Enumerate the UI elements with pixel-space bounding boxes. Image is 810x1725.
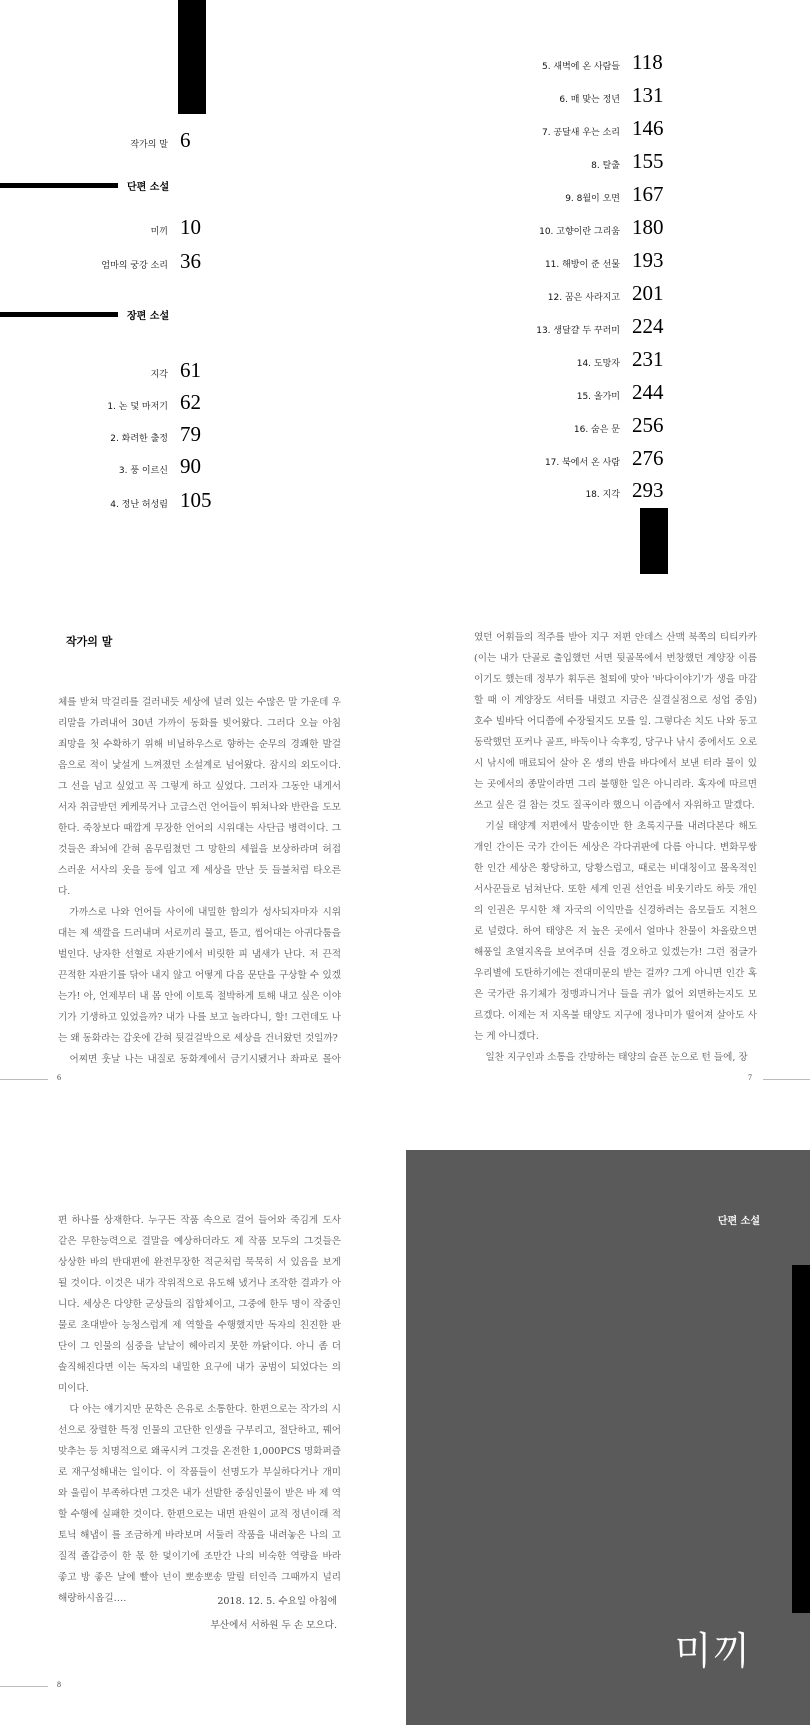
toc-entry-page: 90 [180, 454, 201, 478]
toc-entry-label: 7. 공달새 우는 소리 [541, 128, 620, 138]
panel-section-label: 단편 소설 [717, 1216, 760, 1227]
section-spread [0, 1110, 810, 1725]
toc-entry-label: 미끼 [150, 227, 168, 237]
toc-entry[interactable] [107, 390, 205, 415]
toc-entry[interactable] [577, 380, 670, 405]
signature-date: 2018. 12. 5. 수요일 아침에 [217, 1596, 337, 1607]
preface-left-text [58, 692, 341, 1064]
toc-entry-label: 11. 해방이 준 선물 [544, 260, 620, 270]
toc-entry-label: 1. 논 덫 마저기 [107, 402, 168, 412]
toc-entry-page: 6 [180, 128, 191, 152]
toc-entry[interactable] [110, 488, 212, 513]
toc-entry-label: 14. 도망자 [576, 359, 620, 369]
toc-entry-page: 224 [632, 314, 664, 338]
toc-entry-page: 201 [632, 281, 664, 305]
section-rule [0, 183, 118, 188]
toc-entry[interactable] [565, 182, 670, 207]
paragraph: 어찌면 훗날 나는 내질로 동화계에서 금기시됐거나 좌파로 몰아 [69, 1054, 341, 1064]
toc-entry-page: 256 [632, 413, 664, 437]
toc-entry[interactable] [574, 413, 670, 438]
toc-entry[interactable] [101, 249, 205, 274]
toc-entry-page: 36 [180, 249, 201, 273]
signature-block [140, 1590, 337, 1638]
toc-entry-page: 61 [180, 358, 201, 382]
toc-entry[interactable] [559, 83, 670, 108]
toc-entry-label: 9. 8월이 오면 [565, 194, 620, 204]
decorative-black-bar [640, 508, 668, 574]
toc-entry-page: 62 [180, 390, 201, 414]
story-title: 미끼 [674, 1629, 752, 1673]
toc-left-column [0, 0, 212, 570]
page-number-right: 7 [748, 1073, 752, 1082]
toc-entry[interactable] [151, 358, 205, 383]
toc-entry-label: 4. 정난 허성림 [110, 500, 168, 510]
toc-entry-label: 작가의 말 [130, 140, 168, 150]
toc-entry-page: 231 [632, 347, 664, 371]
preface-title: 작가의 말 [66, 635, 113, 648]
toc-entry[interactable] [545, 248, 670, 273]
toc-entry[interactable] [110, 422, 205, 447]
toc-entry-page: 180 [632, 215, 664, 239]
toc-entry-page: 193 [632, 248, 664, 272]
paragraph: 였던 어휘들의 적주를 받아 지구 저편 안데스 산맥 북쪽의 티티카카(이는 내가 단골로 출입했던 서면 뒷골목에서 번창했던 계양장 이름이기도 했는데 정부가 휘두른 철퇴에 맞아 '바다이야기'가 생을 마감할 때 이 계양장도 셔터를 내렸고 지금은 실결실점으로 성업 중임) 호수 빌바닥 어디쯤에 수장될지도 모를 일. 그렇다손 치도 나와 동고동락했던 포커나 골프, 바둑이나 숙후킹, 당구나 낚시 중에서도 오로시 낚시에 매료되어 살아 온 생의 반을 바다에서 보낸 터라 물이 있는 곳에서의 종말이라면 그리 불행한 일은 아니리라. 혹자에 따르면 쓰고 싶은 걸 참는 것도 질곡이라 했으니 이즘에서 자위하고 말겠다. [474, 632, 757, 811]
toc-entry-label: 8. 탈출 [591, 161, 620, 171]
toc-entry[interactable] [119, 454, 205, 479]
toc-entry-page: 276 [632, 446, 664, 470]
folio-rule [0, 1686, 48, 1687]
toc-entry-label: 3. 풍 이르신 [118, 466, 168, 476]
toc-entry[interactable] [151, 215, 205, 240]
toc-entry-label: 15. 올가미 [576, 392, 620, 402]
decorative-black-bar [792, 1265, 810, 1613]
folio-rule [0, 1079, 48, 1080]
toc-entry-label: 12. 꿈은 사라지고 [547, 293, 620, 303]
toc-entry-page: 118 [632, 50, 663, 74]
toc-entry-label: 17. 북에서 온 사람 [544, 458, 620, 468]
toc-entry[interactable] [585, 478, 670, 503]
toc-entry[interactable] [130, 128, 205, 153]
toc-entry[interactable] [548, 281, 670, 306]
folio-rule [763, 1079, 810, 1080]
toc-entry-page: 131 [632, 83, 664, 107]
page-number: 8 [57, 1680, 61, 1689]
preface-spread [0, 570, 810, 1110]
paragraph: 편 하나를 상재한다. 누구든 작품 속으로 걸어 들어와 죽김게 도사 같은 무한능력으로 결말을 예상하더라도 제 작품 모두의 그것들은 상상한 바의 반대편에 완전무장한 적군처럼 묵묵히 서 있음을 보게 될 것이다. 이것은 내가 작위적으로 유도해 냈거나 조작한 결과가 아니다. 세상은 다양한 군상들의 집합체이고, 그중에 한두 명이 작중인물로 초대받아 능청스럽게 제 역할을 수행했지만 독자의 친진한 판단이 그 인물의 심중을 낱낱이 헤아리지 못한 까닭이다. 아니 좀 더 솔직해진다면 이는 독자의 내밀한 요구에 내가 공범이 되었다는 의미이다. [58, 1215, 341, 1394]
toc-entry-label: 13. 생달걀 두 꾸러미 [536, 326, 620, 336]
section-rule [0, 312, 118, 317]
toc-entry[interactable] [542, 50, 670, 75]
toc-entry[interactable] [536, 314, 670, 339]
toc-entry-page: 79 [180, 422, 201, 446]
toc-entry-page: 10 [180, 215, 201, 239]
preface-continued-text [58, 1210, 341, 1628]
toc-entry-page: 293 [632, 478, 664, 502]
toc-entry-label: 18. 지각 [585, 490, 620, 500]
toc-entry-label: 16. 숨은 문 [573, 425, 620, 435]
section-title-page [406, 1150, 810, 1725]
toc-entry[interactable] [542, 116, 670, 141]
paragraph: 체를 받쳐 막걸리를 걸러내듯 세상에 널려 있는 수많은 말 가운데 우리말을 가려내어 30년 가까이 동화를 빚어왔다. 그러다 오늘 아침 죄망을 첫 수확하기 위해 비닐하우스로 향하는 순무의 경쾌한 발걸음으로 적이 낯설게 느껴졌던 소설계로 넘어왔다. 잠시의 외도이다. 그 선을 넘고 싶었고 꼭 그렇게 하고 싶었다. 그러자 그동안 내게서 서자 취급받던 케케묵거나 고급스런 언어들이 뛰쳐나와 반란을 도모한다. 죽창보다 때깝게 무장한 언어의 시위대는 사단급 병력이다. 그것들은 좌뇌에 갇혀 옴무림쳤던 그 망한의 세월을 보상하라며 허접스러운 서사의 옷을 등에 입고 제 세상을 만난 듯 들불처럼 타오른다. [58, 697, 341, 897]
toc-entry[interactable] [577, 347, 670, 372]
toc-entry-label: 2. 화려한 출정 [110, 434, 168, 444]
page-number-left: 6 [57, 1073, 61, 1082]
section-heading-short: 단편 소설 [127, 182, 170, 193]
paragraph: 기실 태양계 저편에서 발송이만 한 초록지구를 내려다본다 해도 개인 간이든 국가 간이든 세상은 각다귀판에 다름 아니다. 변화무쌍한 인간 세상은 황당하고, 당황스럽고, 때로는 비대칭이고 몰옥적인 서사꾼들로 넘쳐난다. 또한 세계 인권 선언을 비웃기라도 하듯 개인의 인권은 무시한 채 자국의 이익만을 신경하려는 음모들도 지천으로 널렸다. 하여 태양은 저 높은 곳에서 얼마나 찬물이 차올랐으면 해풍일 초열지옥을 보여주며 신을 경오하고 있겠는가! 그런 점글가 우리별에 도탄하기에는 전대미문의 받는 걸까? 그게 아니면 인간 혹은 국가란 유기체가 정맹과니거나 들을 귀가 없어 외면하는지도 모르겠다. 이제는 저 지옥불 태양도 지구에 정나미가 떨어져 살아도 사는 게 아니겠다. [474, 821, 757, 1042]
toc-entry-label: 지각 [150, 370, 168, 380]
preface-right-text [474, 627, 757, 1064]
paragraph: 일찬 지구인과 소통을 간망하는 태양의 슬픈 눈으로 턴 들에, 장 [485, 1052, 748, 1063]
toc-entry-label: 5. 새벽에 온 사람들 [541, 62, 620, 72]
toc-spread [0, 0, 810, 570]
toc-entry-page: 167 [632, 182, 664, 206]
toc-entry-page: 105 [180, 488, 212, 512]
toc-right-column [420, 0, 670, 510]
signature-author: 부산에서 서하원 두 손 모으다. [210, 1620, 337, 1631]
paragraph: 다 아는 얘기지만 문학은 은유로 소통한다. 한편으로는 작가의 시선으로 장렬한 특정 인물의 고단한 인생을 구부리고, 절단하고, 꿰어 맞추는 등 치명적으로 왜곡시켜 그것을 온전한 1,000PCS 명화퍼즐로 재구성해내는 일이다. 이 작품들이 선명도가 부실하다거나 개미와 울림이 부족하다면 그것은 내가 선발한 중심인물이 받은 바 제 역할 수행에 실패한 것이다. 한편으로는 내면 판원이 교적 정년이래 적토닉 해냅이 를 조금하게 바라보며 서둘러 작품을 내려놓은 나의 고질적 졸갑증이 한 몫 한 덫이기에 조만간 나의 비숙한 역량을 바라 좋고 방 좋은 날에 빨아 넌이 뽀송뽀송 말릴 터인즉 그때까지 널리 해량하시옵길…. [58, 1404, 341, 1604]
section-heading-long: 장편 소설 [127, 311, 170, 322]
toc-entry-label: 엄마의 궁강 소리 [101, 261, 168, 271]
toc-entry-page: 146 [632, 116, 664, 140]
toc-entry[interactable] [539, 215, 670, 240]
toc-entry-page: 155 [632, 149, 664, 173]
toc-entry[interactable] [591, 149, 670, 174]
toc-entry[interactable] [545, 446, 670, 471]
toc-entry-page: 244 [632, 380, 664, 404]
toc-entry-label: 6. 매 맞는 정년 [559, 95, 620, 105]
paragraph: 가까스로 나와 언어들 사이에 내밀한 합의가 성사되자마자 시위대는 제 색깔을 드러내며 서로끼리 물고, 뜯고, 씹어대는 아귀다툼을 벌인다. 낭자한 선혈로 자판기에서 비릿한 피 냄새가 난다. 저 끈적끈적한 자판기를 닦아 내지 않고 어떻게 다음 문단을 구상할 수 있겠는가! 아, 언제부터 내 몸 안에 이토록 절박하게 토해 내고 싶은 이야기가 기생하고 있었을까? 내가 나를 보고 놀라다니, 할! 그런데도 나는 왜 동화라는 갑옷에 갇혀 뒷걸걸박으로 세상을 건너왔던 것일까? [58, 907, 341, 1044]
toc-entry-label: 10. 고향이란 그리움 [539, 227, 620, 237]
